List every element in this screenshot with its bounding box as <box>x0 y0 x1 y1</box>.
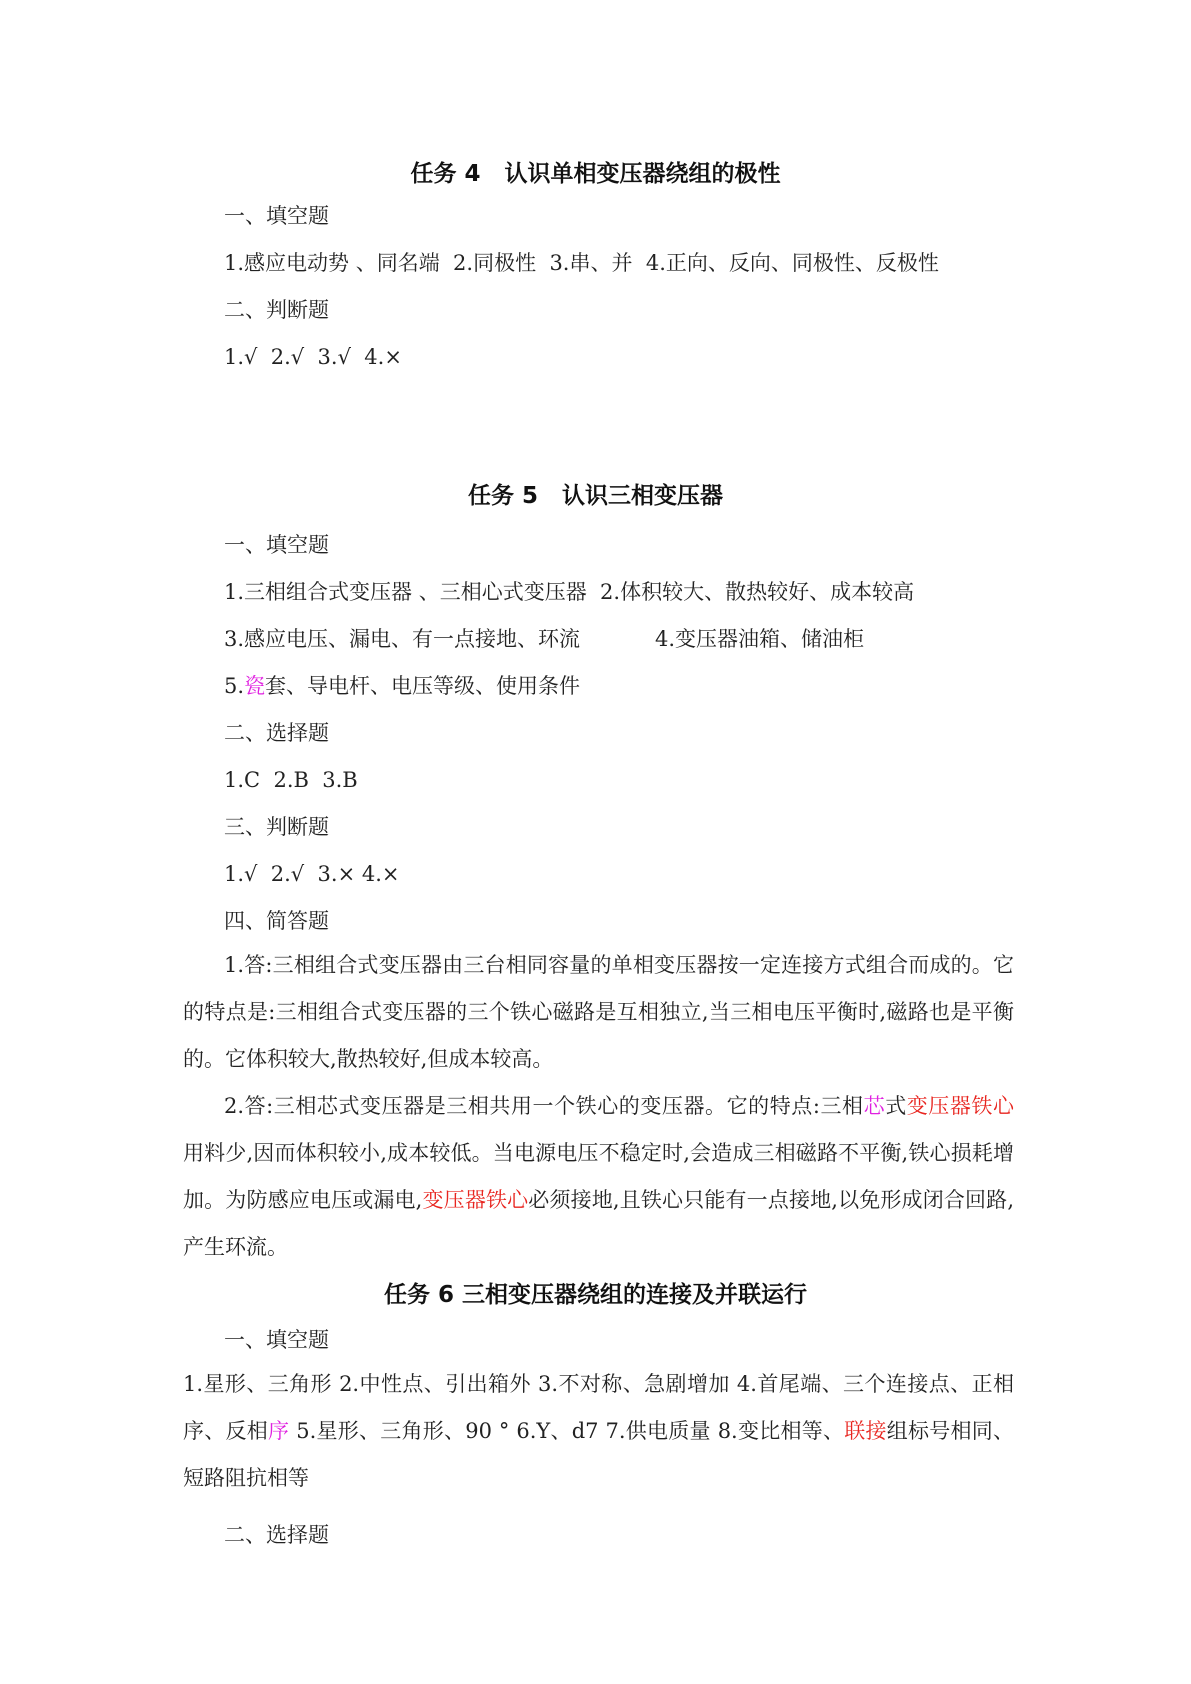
task5-title: 任务 5 认识三相变压器 <box>467 483 724 509</box>
fill5-rest: 套、导电杆、电压等级、使用条件 <box>265 674 581 698</box>
task5-section-short-answer: 四、简答题 <box>224 909 329 933</box>
task5-fill-answers-1: 1.三相组合式变压器 、三相心式变压器 2.体积较大、散热较好、成本较高 <box>224 580 915 604</box>
task4-section-fill: 一、填空题 <box>224 204 329 228</box>
task5-answer-2 <box>183 1083 1014 1271</box>
fill5-prefix: 5. <box>224 674 245 698</box>
answer2-highlight-core-iron-2: 变压器铁心 <box>422 1188 529 1212</box>
fill5-highlight: 瓷 <box>244 674 266 698</box>
task6-fill-part-c: 组标号相同、短路阻抗相等 <box>183 1419 1015 1490</box>
task4-fill-answers: 1.感应电动势 、同名端 2.同极性 3.串、并 4.正向、反向、同极性、反极性 <box>224 251 939 275</box>
task6-fill-highlight-connection: 联接 <box>844 1419 887 1443</box>
task6-section-fill: 一、填空题 <box>224 1328 329 1352</box>
answer2-highlight-core: 芯 <box>863 1094 886 1118</box>
answer2-highlight-core-iron-1: 变压器铁心 <box>906 1094 1014 1118</box>
answer2-part-b: 式 <box>885 1094 907 1118</box>
answer2-part-a: 2.答:三相芯式变压器是三相共用一个铁心的变压器。它的特点:三相 <box>224 1094 864 1118</box>
task5-section-judge: 三、判断题 <box>224 815 329 839</box>
answer2-part-d: 必须接地,且铁心只能有一点接地,以免形成闭合回路,产生环流。 <box>183 1188 1014 1259</box>
task5-answer-1: 1.答:三相组合式变压器由三台相同容量的单相变压器按一定连接方式组合而成的。它的特点是:三相组合式变压器的三个铁心磁路是互相独立,当三相电压平衡时,磁路也是平衡的。它体积较大,散热较好,但成本较高。 <box>183 953 1014 1071</box>
task5-judge-answers: 1.√ 2.√ 3.× 4.× <box>224 862 400 886</box>
task4-title: 任务 4 认识单相变压器绕组的极性 <box>410 161 781 187</box>
task6-fill-part-b: 5.星形、三角形、90 ° 6.Y、d7 7.供电质量 8.变比相等、 <box>289 1419 845 1443</box>
task5-fill-answers-4: 4.变压器油箱、储油柜 <box>655 627 865 651</box>
task6-fill-answers <box>183 1361 1014 1502</box>
task6-title: 任务 6 三相变压器绕组的连接及并联运行 <box>383 1282 808 1308</box>
task4-section-judge: 二、判断题 <box>224 298 329 322</box>
task5-fill-answers-5 <box>224 672 1014 700</box>
task5-fill-answers-3: 3.感应电压、漏电、有一点接地、环流 <box>224 627 581 651</box>
task5-choice-answers: 1.C 2.B 3.B <box>224 768 358 792</box>
task5-section-fill: 一、填空题 <box>224 533 329 557</box>
answer2-part-c: 用料少,因而体积较小,成本较低。当电源电压不稳定时,会造成三相磁路不平衡,铁心损耗增加。为防感应电压或漏电, <box>183 1141 1014 1212</box>
task4-judge-answers: 1.√ 2.√ 3.√ 4.× <box>224 345 402 369</box>
task6-section-choice: 二、选择题 <box>224 1523 329 1547</box>
task6-fill-part-a: 1.星形、三角形 2.中性点、引出箱外 3.不对称、急剧增加 4.首尾端、三个连接点、正相序、反相 <box>183 1372 1014 1443</box>
task6-fill-highlight-sequence: 序 <box>268 1419 290 1443</box>
task5-section-choice: 二、选择题 <box>224 721 329 745</box>
